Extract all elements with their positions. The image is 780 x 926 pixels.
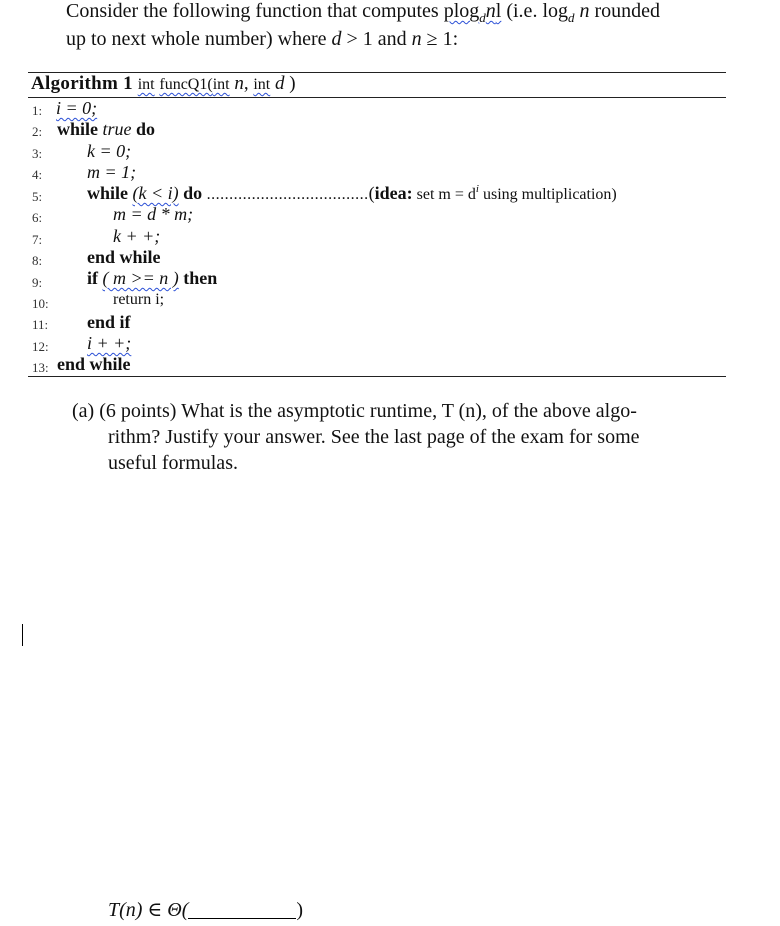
line-number: 4: bbox=[32, 167, 43, 182]
question-points: (6 points) bbox=[99, 400, 177, 422]
intro-text-c: rounded bbox=[589, 0, 661, 22]
answer-prefix: T(n) ∈ Θ( bbox=[108, 899, 189, 921]
line-number: 3: bbox=[32, 146, 43, 161]
comment-open: ( bbox=[368, 183, 375, 203]
if-condition: ( m >= n ) bbox=[102, 268, 179, 288]
line-number: 2: bbox=[32, 124, 43, 139]
question-line-2 bbox=[108, 424, 640, 450]
intro-text-2b: > 1 and bbox=[341, 28, 412, 50]
keyword-do: do bbox=[183, 183, 203, 203]
comment-text: set m = d bbox=[412, 186, 476, 203]
question-label: (a) bbox=[72, 400, 95, 422]
intro-d: d bbox=[331, 28, 342, 50]
code-line-9 bbox=[87, 268, 217, 289]
sig-int: int bbox=[137, 76, 155, 93]
sig-int-3: int bbox=[253, 76, 271, 93]
code-line-11: end if bbox=[87, 312, 131, 332]
ceil-log-expression bbox=[443, 0, 502, 25]
comment-keyword: idea: bbox=[374, 183, 413, 203]
question-text-2: rithm? Justify your answer. See the last page of the exam for some bbox=[108, 426, 640, 448]
code-line-13: end while bbox=[57, 354, 131, 374]
code-line-1: i = 0; bbox=[56, 98, 98, 118]
sig-int-2: int bbox=[212, 76, 230, 93]
line-number: 6: bbox=[32, 210, 43, 225]
line-number: 7: bbox=[32, 232, 43, 247]
sig-function-name: funcQ1( bbox=[159, 76, 213, 93]
intro-text-2c: ≥ 1: bbox=[421, 28, 459, 50]
line-number: 1: bbox=[32, 103, 43, 118]
comment-end: using multiplication) bbox=[478, 186, 617, 203]
loop-condition: (k < i) bbox=[132, 183, 179, 203]
answer-line bbox=[108, 897, 303, 922]
intro-n: n bbox=[485, 0, 496, 22]
algorithm-header-rule bbox=[28, 97, 726, 98]
intro-text-b: (i.e. log bbox=[501, 0, 568, 22]
line-number: 12: bbox=[32, 339, 49, 354]
algorithm-header bbox=[31, 73, 296, 95]
literal-true: true bbox=[102, 119, 132, 139]
sig-param-n: n bbox=[234, 73, 244, 94]
algorithm-label: Algorithm 1 bbox=[31, 73, 133, 94]
question-line-3 bbox=[108, 450, 238, 476]
question-line-1 bbox=[72, 398, 637, 424]
intro-close: l bbox=[495, 0, 502, 22]
intro-n3: n bbox=[411, 28, 422, 50]
intro-line-2 bbox=[66, 28, 458, 51]
keyword-then: then bbox=[183, 268, 218, 288]
keyword-while: while bbox=[57, 119, 99, 139]
keyword-while: while bbox=[87, 183, 129, 203]
question-text-3: useful formulas. bbox=[108, 452, 238, 474]
intro-ceil: plog bbox=[443, 0, 480, 22]
comment-sup: i bbox=[475, 183, 479, 195]
line-number: 9: bbox=[32, 275, 43, 290]
intro-sub: d bbox=[479, 10, 486, 25]
text-cursor bbox=[22, 624, 23, 646]
line-number: 8: bbox=[32, 253, 43, 268]
keyword-do: do bbox=[136, 119, 156, 139]
code-line-4: m = 1; bbox=[87, 162, 137, 182]
intro-text: Consider the following function that computes bbox=[66, 0, 444, 22]
sig-param-d: d bbox=[274, 73, 285, 94]
code-line-2 bbox=[57, 119, 155, 140]
sig-comma: , bbox=[243, 73, 249, 94]
code-line-6: m = d * m; bbox=[113, 204, 194, 224]
code-line-5 bbox=[87, 183, 617, 204]
code-line-12: i + +; bbox=[87, 333, 132, 353]
code-line-7: k + +; bbox=[113, 226, 161, 246]
comment-leader-dots: .................................... bbox=[206, 186, 369, 203]
intro-sub2: d bbox=[568, 10, 575, 25]
keyword-if: if bbox=[87, 268, 98, 288]
question-text-1: What is the asymptotic runtime, T (n), of the above algo- bbox=[181, 400, 637, 422]
line-number: 10: bbox=[32, 296, 49, 311]
intro-line-1 bbox=[66, 0, 660, 26]
intro-text-2a: up to next whole number) where bbox=[66, 28, 332, 50]
line-number: 5: bbox=[32, 189, 43, 204]
code-line-8: end while bbox=[87, 247, 161, 267]
intro-n2: n bbox=[574, 0, 590, 22]
code-line-10: return i; bbox=[113, 291, 165, 308]
answer-suffix: ) bbox=[296, 899, 304, 921]
line-number: 13: bbox=[32, 360, 49, 375]
line-number: 11: bbox=[32, 317, 49, 332]
sig-close: ) bbox=[289, 73, 296, 94]
answer-blank[interactable] bbox=[188, 900, 296, 919]
algorithm-bottom-rule bbox=[28, 376, 726, 377]
code-line-3: k = 0; bbox=[87, 141, 132, 161]
